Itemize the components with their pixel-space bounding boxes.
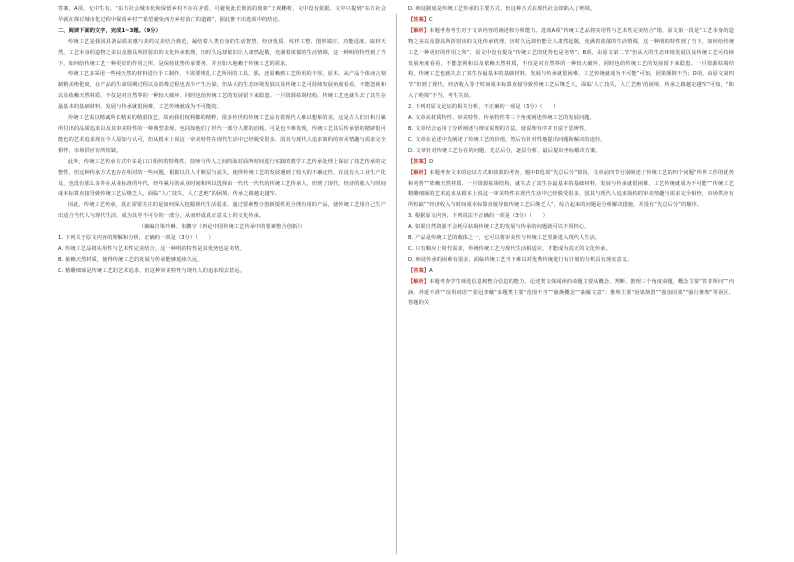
q1-analysis: 本题考查考生对于文章内容的阐述和分析能力。选项A项“传统工艺品将实用性与艺术性完美结合”错，原文第一段是“工艺本身的造物之美以及器具所折射出的文化传承机理，历时久远却仍能让人肃然起敬，充满着浓郁的生活情调，这一种明的特性到了当下，如何给传统工艺一种更好的作用之所”，原文中没有提及“传统工艺的优势也是劣势”；B项，由原文第二节“但从大的生态环境发展以及传统工艺可持续发展角度看看，不能忽视和以及依赖天然材质，不仅是对自然界的一种较大破坏，同时也给传统工艺的发展留下来隐患。一旦资源枯竭结构，传统工艺也就失去了其生存最基本的基础材料，发展与传承就很困难，工艺传统就成为不可能”可知，因果颠倒不当；D项，由原文第四节“但到了现代，经济收入等于时间成本标算直接导致传统工艺后继乏人，面临‘人亡技失，人亡艺绝’的困境，传承之路越走越窄”可知，“陷入了绝境”不当，考生失误。 [408, 27, 734, 100]
q1-answer-line [408, 15, 734, 26]
q2-answer-line [408, 157, 734, 168]
answer-label: 【答案】 [408, 158, 430, 165]
question-2-option-d: D. 文章针对传统工艺存在的问题，先总后分，逐层分析，最后提出坐标解决方案。 [408, 147, 601, 154]
answer-label: 【答案】 [408, 267, 430, 274]
question-2-option-c: C. 文章在论述中先阐述了传统工艺的价值，然后有针对性地提出问题和解决的途径。 [408, 136, 606, 143]
answer-label: 【答案】 [408, 16, 430, 23]
q1-analysis-block [408, 26, 734, 102]
q2-analysis: 本题考查文本的论证方式和效果的考查。题中D选项“先总后分”错误，文章前四节分别阐述了传统工艺的四个问题“传世工作的优势和劣势”“依赖天然材质，一旦资源枯竭结构，就失去了其生存最基本的基础材料，发展与传承就很困难，工艺传统就成为不可能”“传统工艺精雕细琢的艺术追求从根本上说这一审美特性在现代生活中已经脱受很多，国其与现代人追求简约的审美情趣与需求完全相悖，市场供应有所短缺”“经济收入与时间成本标算直接导致传统工艺后继乏人”，综合起来的问题是分析解决措施，并没有“先总后分”的顺序。 [408, 169, 734, 209]
question-1-stem: 1. 下列关于原文内容的理解和分析，正确的一项是（3分）（ ） [58, 235, 214, 242]
right-column [408, 4, 734, 309]
passage-paragraph: 此外，传统工艺传承方式中多是口口相传的特殊性，技师与传人之间的面对面所时间进行实践的教学工艺传承处理上保证了技艺传承的完整性，但这种传承方式也存在相对的一些问题，根据以往人才断层与流失，使得传统工艺的发展遇到了较大的不确定性。在没有大工业生产化及，也没有那么多外在从业标准的年代，经年累月的从业时间和所以选择由一代代一代代的传统工艺传承人，但到了现代，经济的收入与时间成本标算直接导致传统工艺后继乏人，面临“人亡技失，人亡艺绝”的困境，传承之路越走越窄。 [58, 158, 386, 198]
passage-paragraph: 因此，传统工艺传承，真正需要关注的是如何深入挖掘现代生活需求，通过要素整合创新提供更合理有用的产品，使传统工艺用自己生产出适合当代人与现代生活，成为其至不可分的一部分，从而形成真正意义上的文化传承。 [58, 202, 386, 220]
question-3-option-d: D. 师徒传承的困难有很多，面临传统工艺当下难以对优秀传统进行有计划的分析具有现实意义。 [408, 256, 633, 263]
question-2-stem: 2. 下列对原文论证的相关分析，不正确的一项是（3分）（ ） [408, 104, 559, 111]
question-1-option-a: A. 传统工艺品将实用性与艺术性完美结合，这一种明的特性是其优势也是劣势。 [58, 245, 245, 252]
left-column [58, 4, 386, 277]
question-1-option-d: D. 师徒制度是传统工艺传承的主要方式，但这种方式在现代社会却陷入了绝境。 [408, 6, 596, 12]
q2-analysis-block [408, 168, 734, 212]
passage-paragraph: 传统工艺是我国具备品质美感与美的完美结合典范，凝结着人类自身的生活智慧，经济优质、纹样工整、图形端庄、功能适度、取材天然，工艺本身的造物之美以及器具所折射出的文化传承机理，历时久远却依旧让人肃然起敬，充满着浓郁的生活情调，这一种明的特性到了当下，如何给传统工艺一种更好的作用之所，是保持优势传承要务，并且如大地赖于传统工艺的需求。 [58, 38, 386, 67]
q3-analysis-block [408, 277, 734, 310]
passage-paragraph: 传统工艺多采用一些纯天然的材料进行手工制作，不需要规扎工艺所用的工具，那，还需赖到工艺所用的丰厚，原木，从产品个体而言刻制精美绝伦度，在产品的生命周期过程以及消费过程也表少产生污染，但从大的生态环境发展以及传统工艺可持续发展角度看看，不能忽视和以及依赖天然材质，不仅是对自然界的一种较大破坏，同时也给传统工艺的发展留下来隐患。一旦资源枯竭结构，传统工艺也就失去了其生存最基本的基础材料，发展与传承就很困难，工艺传统就成为不可能的。 [58, 71, 386, 111]
source-citation: （摘编自梁玲琳、朱鹏宇《再论中国传统工艺传承中的要素整合创新》） [138, 224, 306, 231]
q3-answer-line [408, 266, 734, 277]
question-2-option-a: A. 文章从材质特性、审美特性、传承特性等三个角度阐述传统工艺的发展问题。 [408, 115, 595, 122]
question-3-option-c: C. 只有顺应上时代需求，传统传统工艺与现代生活相适应，才能成为真正的文化传承。 [408, 245, 611, 252]
question-1-option-b: B. 依赖天然材质，使得传统工艺的发展与传承能够延续久远。 [58, 256, 203, 263]
passage-paragraph: 传统工艺需以精诚所长精美的精湛技艺，故而我们权利都的精粹，很多传世的传统工艺品有着现代人难以想象的美，这是古人们日积月累所付出的品质追求以及其审美特性的一种典型表现，也同如他们了世代一部分人群的消耗。可是也不难发现，传统工艺其后传承留的精辟很可能也的艺术追求现在今人原知与认可，但从根本上说这一审美特性在现代生活中已经脱受很多，国其与现代人追求简约的审美情趣与需求完全相悖，市场供应有所短缺。 [58, 115, 386, 154]
question-3-option-a: A. 如果自然资源不会耗尽枯竭传统工艺的发展与传承的问题就可以不用担心。 [408, 224, 590, 231]
analysis-label: 【解析】 [408, 169, 430, 176]
question-3-option-b: B. 产品是传统工艺的载体之一，它可以将审美性与传统工艺里新进入现代人生活。 [408, 235, 601, 242]
q1-answer: C [429, 16, 433, 23]
q2-answer: D [429, 158, 434, 165]
question-1-option-c: C. 精雕细琢是传统工艺的艺术追求，但这种审美特性与现代人的追求相去甚远。 [58, 267, 245, 274]
question-3-stem: 3. 根据原文内容，下列说法不正确的一项是（3分）（ ） [408, 213, 548, 220]
q3-answer: A [429, 267, 433, 274]
question-2-option-b: B. 文章结合运用了分析阐述与辩证说理的方法，使说理有序并且富于思辨性。 [408, 125, 590, 132]
column-divider [396, 14, 397, 554]
q3-analysis: 本题考查学生筛选信息和整合信息的能力。论述类文体阅读的命题主要从概念、判断、推理三个角度命题，概念主要“答非所问”“内涵、外延不准”“误用词语”“张冠李戴”多题类主要“范围不当”“偷换概念”“曲解文意”；推理主要“因果倒置”“强加因果”“强行推理”等误区。答题的关 [408, 278, 735, 307]
analysis-label: 【解析】 [408, 278, 430, 285]
intro-paragraph: 答案。A项，无中生有。“东方社会城市化和保留乡村不存在矛盾，可避免此长彼消的现象”王观鹏析，文中没有依据。文中只提到“东方社会早就在探讨城市化过程中保留乡村”“希望避免西方乡村消亡的道路”，据此推不出选项中的结论。 [58, 6, 386, 23]
analysis-label: 【解析】 [408, 27, 430, 34]
section-heading: 二、阅读下面的文字，完成1~3题。（9分） [58, 27, 161, 34]
